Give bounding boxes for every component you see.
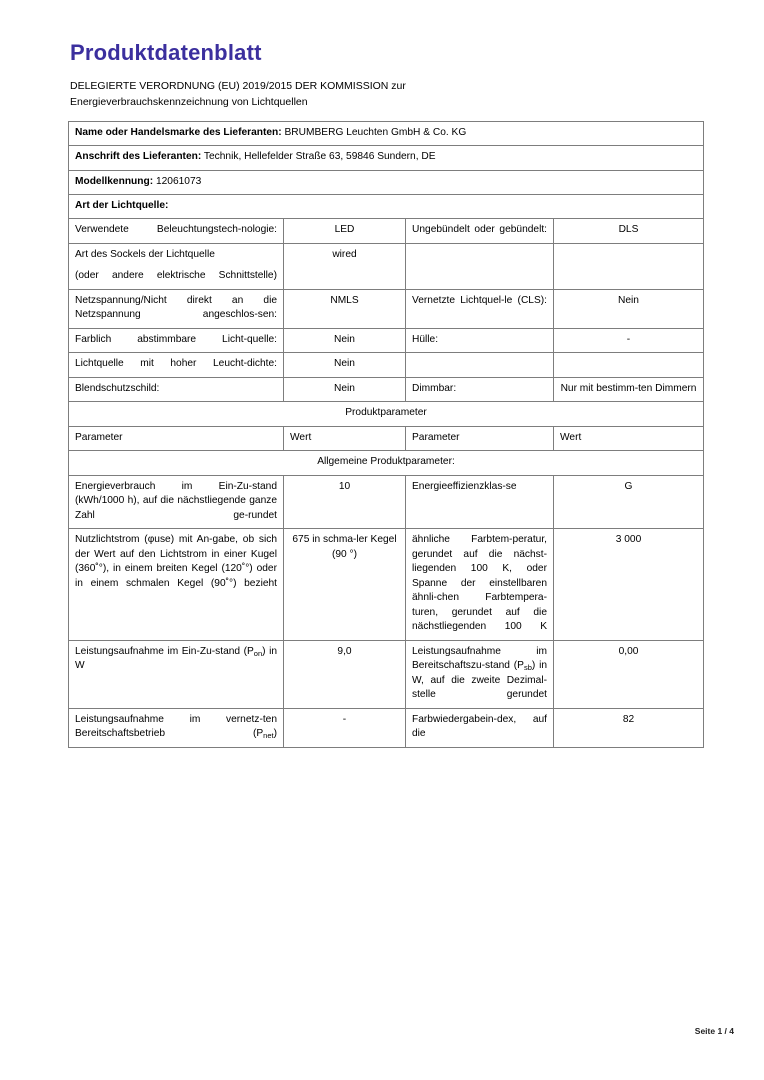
table-row-section-light-source — [69, 194, 704, 218]
row-value-2: 82 — [554, 708, 704, 747]
supplier-address-value: Technik, Hellefelder Straße 63, 59846 Sundern, DE — [203, 151, 436, 163]
row-label: Leistungsaufnahme im vernetz-ten Bereitschaftsbetrieb $(P_{net})$ — [69, 708, 284, 747]
row-label-2: Vernetzte Lichtquel-le (CLS): — [406, 289, 554, 328]
page-footer: Seite 1 / 4 — [694, 1026, 734, 1036]
row-label-2: Farbwiedergabein-dex, auf die — [406, 708, 554, 747]
row-label: Verwendete Beleuchtungstech-nologie: — [69, 219, 284, 243]
table-row — [69, 219, 704, 243]
row-value-2: DLS — [554, 219, 704, 243]
regulation-subtitle-line2: Energieverbrauchskennzeichnung von Lichtquellen — [70, 96, 308, 109]
row-value-2: Nur mit bestimm-ten Dimmern — [554, 377, 704, 401]
table-row — [69, 377, 704, 401]
row-value: Nein — [284, 377, 406, 401]
supplier-name-value: BRUMBERG Leuchten GmbH & Co. KG — [284, 126, 467, 138]
table-row-section-product-parameters — [69, 402, 704, 426]
row-label-line1: Art des Sockels der Lichtquelle — [75, 248, 215, 260]
model-cell — [69, 170, 704, 194]
row-label-line2: (oder andere elektrische Schnittstelle) — [75, 270, 277, 282]
table-row-model — [69, 170, 704, 194]
supplier-address-label: Anschrift des Lieferanten: — [75, 151, 202, 163]
row-label: Netzspannung/Nicht direkt an die Netzspannung angeschlos-sen: — [69, 289, 284, 328]
table-row-supplier-address — [69, 146, 704, 170]
page-title: Produktdatenblatt — [70, 40, 262, 65]
datasheet-table — [68, 121, 704, 748]
row-label-2: Ungebündelt oder gebündelt: — [406, 219, 554, 243]
supplier-name-cell — [69, 121, 704, 145]
row-label: Lichtquelle mit hoher Leucht-dichte: — [69, 353, 284, 377]
param-header-value-2: Wert — [554, 426, 704, 450]
model-value: 12061073 — [155, 175, 202, 187]
row-label-2 — [406, 353, 554, 377]
table-row — [69, 353, 704, 377]
row-value-2: G — [554, 475, 704, 528]
regulation-subtitle-line1: DELEGIERTE VERORDNUNG (EU) 2019/2015 DER KOMMISSION zur — [70, 80, 406, 92]
section-general-parameters: Allgemeine Produktparameter: — [69, 451, 704, 475]
row-value: - — [284, 708, 406, 747]
row-value: LED — [284, 219, 406, 243]
table-row — [69, 243, 704, 289]
table-row-supplier-name — [69, 121, 704, 145]
row-label — [69, 243, 284, 289]
row-value: 675 in schma-ler Kegel (90 °) — [284, 529, 406, 640]
table-row — [69, 289, 704, 328]
table-row-section-general-parameters — [69, 451, 704, 475]
supplier-address-cell — [69, 146, 704, 170]
row-label: Farblich abstimmbare Licht-quelle: — [69, 328, 284, 352]
row-value-2 — [554, 353, 704, 377]
row-value-2 — [554, 243, 704, 289]
row-value: 9,0 — [284, 640, 406, 708]
table-row — [69, 529, 704, 640]
row-value-2: Nein — [554, 289, 704, 328]
section-product-parameters: Produktparameter — [69, 402, 704, 426]
row-label-2: Hülle: — [406, 328, 554, 352]
row-label: Energieverbrauch im Ein-Zu-stand (kWh/1000 h), auf die nächstliegende ganze Zahl ge-rundet — [69, 475, 284, 528]
row-label-2: ähnliche Farbtem-peratur, gerundet auf die nächst-liegenden 100 K, oder Spanne der einstellbaren ähnli-chen Farbtempera-turen, gerundet auf die nächstliegenden 100 K — [406, 529, 554, 640]
section-light-source-type: Art der Lichtquelle: — [69, 194, 704, 218]
table-row — [69, 328, 704, 352]
table-row — [69, 640, 704, 708]
table-row-param-header — [69, 426, 704, 450]
row-value-2: 3 000 — [554, 529, 704, 640]
regulation-subtitle — [70, 78, 630, 111]
supplier-name-label: Name oder Handelsmarke des Lieferanten: — [75, 126, 282, 138]
row-label: Blendschutzschild: — [69, 377, 284, 401]
row-value-2: 0,00 — [554, 640, 704, 708]
param-header-parameter-2: Parameter — [406, 426, 554, 450]
row-value: Nein — [284, 353, 406, 377]
row-value: NMLS — [284, 289, 406, 328]
row-label-2: Leistungsaufnahme im Bereitschaftszu-stand $(P_{sb})$ in W, auf die zweite Dezimal-stelle gerundet — [406, 640, 554, 708]
row-label-2: Dimmbar: — [406, 377, 554, 401]
row-value-2: - — [554, 328, 704, 352]
row-label-2 — [406, 243, 554, 289]
model-label: Modellkennung: — [75, 175, 154, 187]
table-row — [69, 708, 704, 747]
row-label: Leistungsaufnahme im Ein-Zu-stand $(P_{on})$ in W — [69, 640, 284, 708]
row-label-2: Energieeffizienzklas-se — [406, 475, 554, 528]
param-header-value-1: Wert — [284, 426, 406, 450]
row-value: Nein — [284, 328, 406, 352]
row-label: Nutzlichtstrom (φuse) mit An-gabe, ob sich der Wert auf den Lichtstrom in einer Kugel (360˚°), in einem breiten Kegel (120˚°) oder in einem schmalen Kegel (90˚°) bezieht — [69, 529, 284, 640]
table-row — [69, 475, 704, 528]
row-value: 10 — [284, 475, 406, 528]
row-value: wired — [284, 243, 406, 289]
param-header-parameter-1: Parameter — [69, 426, 284, 450]
